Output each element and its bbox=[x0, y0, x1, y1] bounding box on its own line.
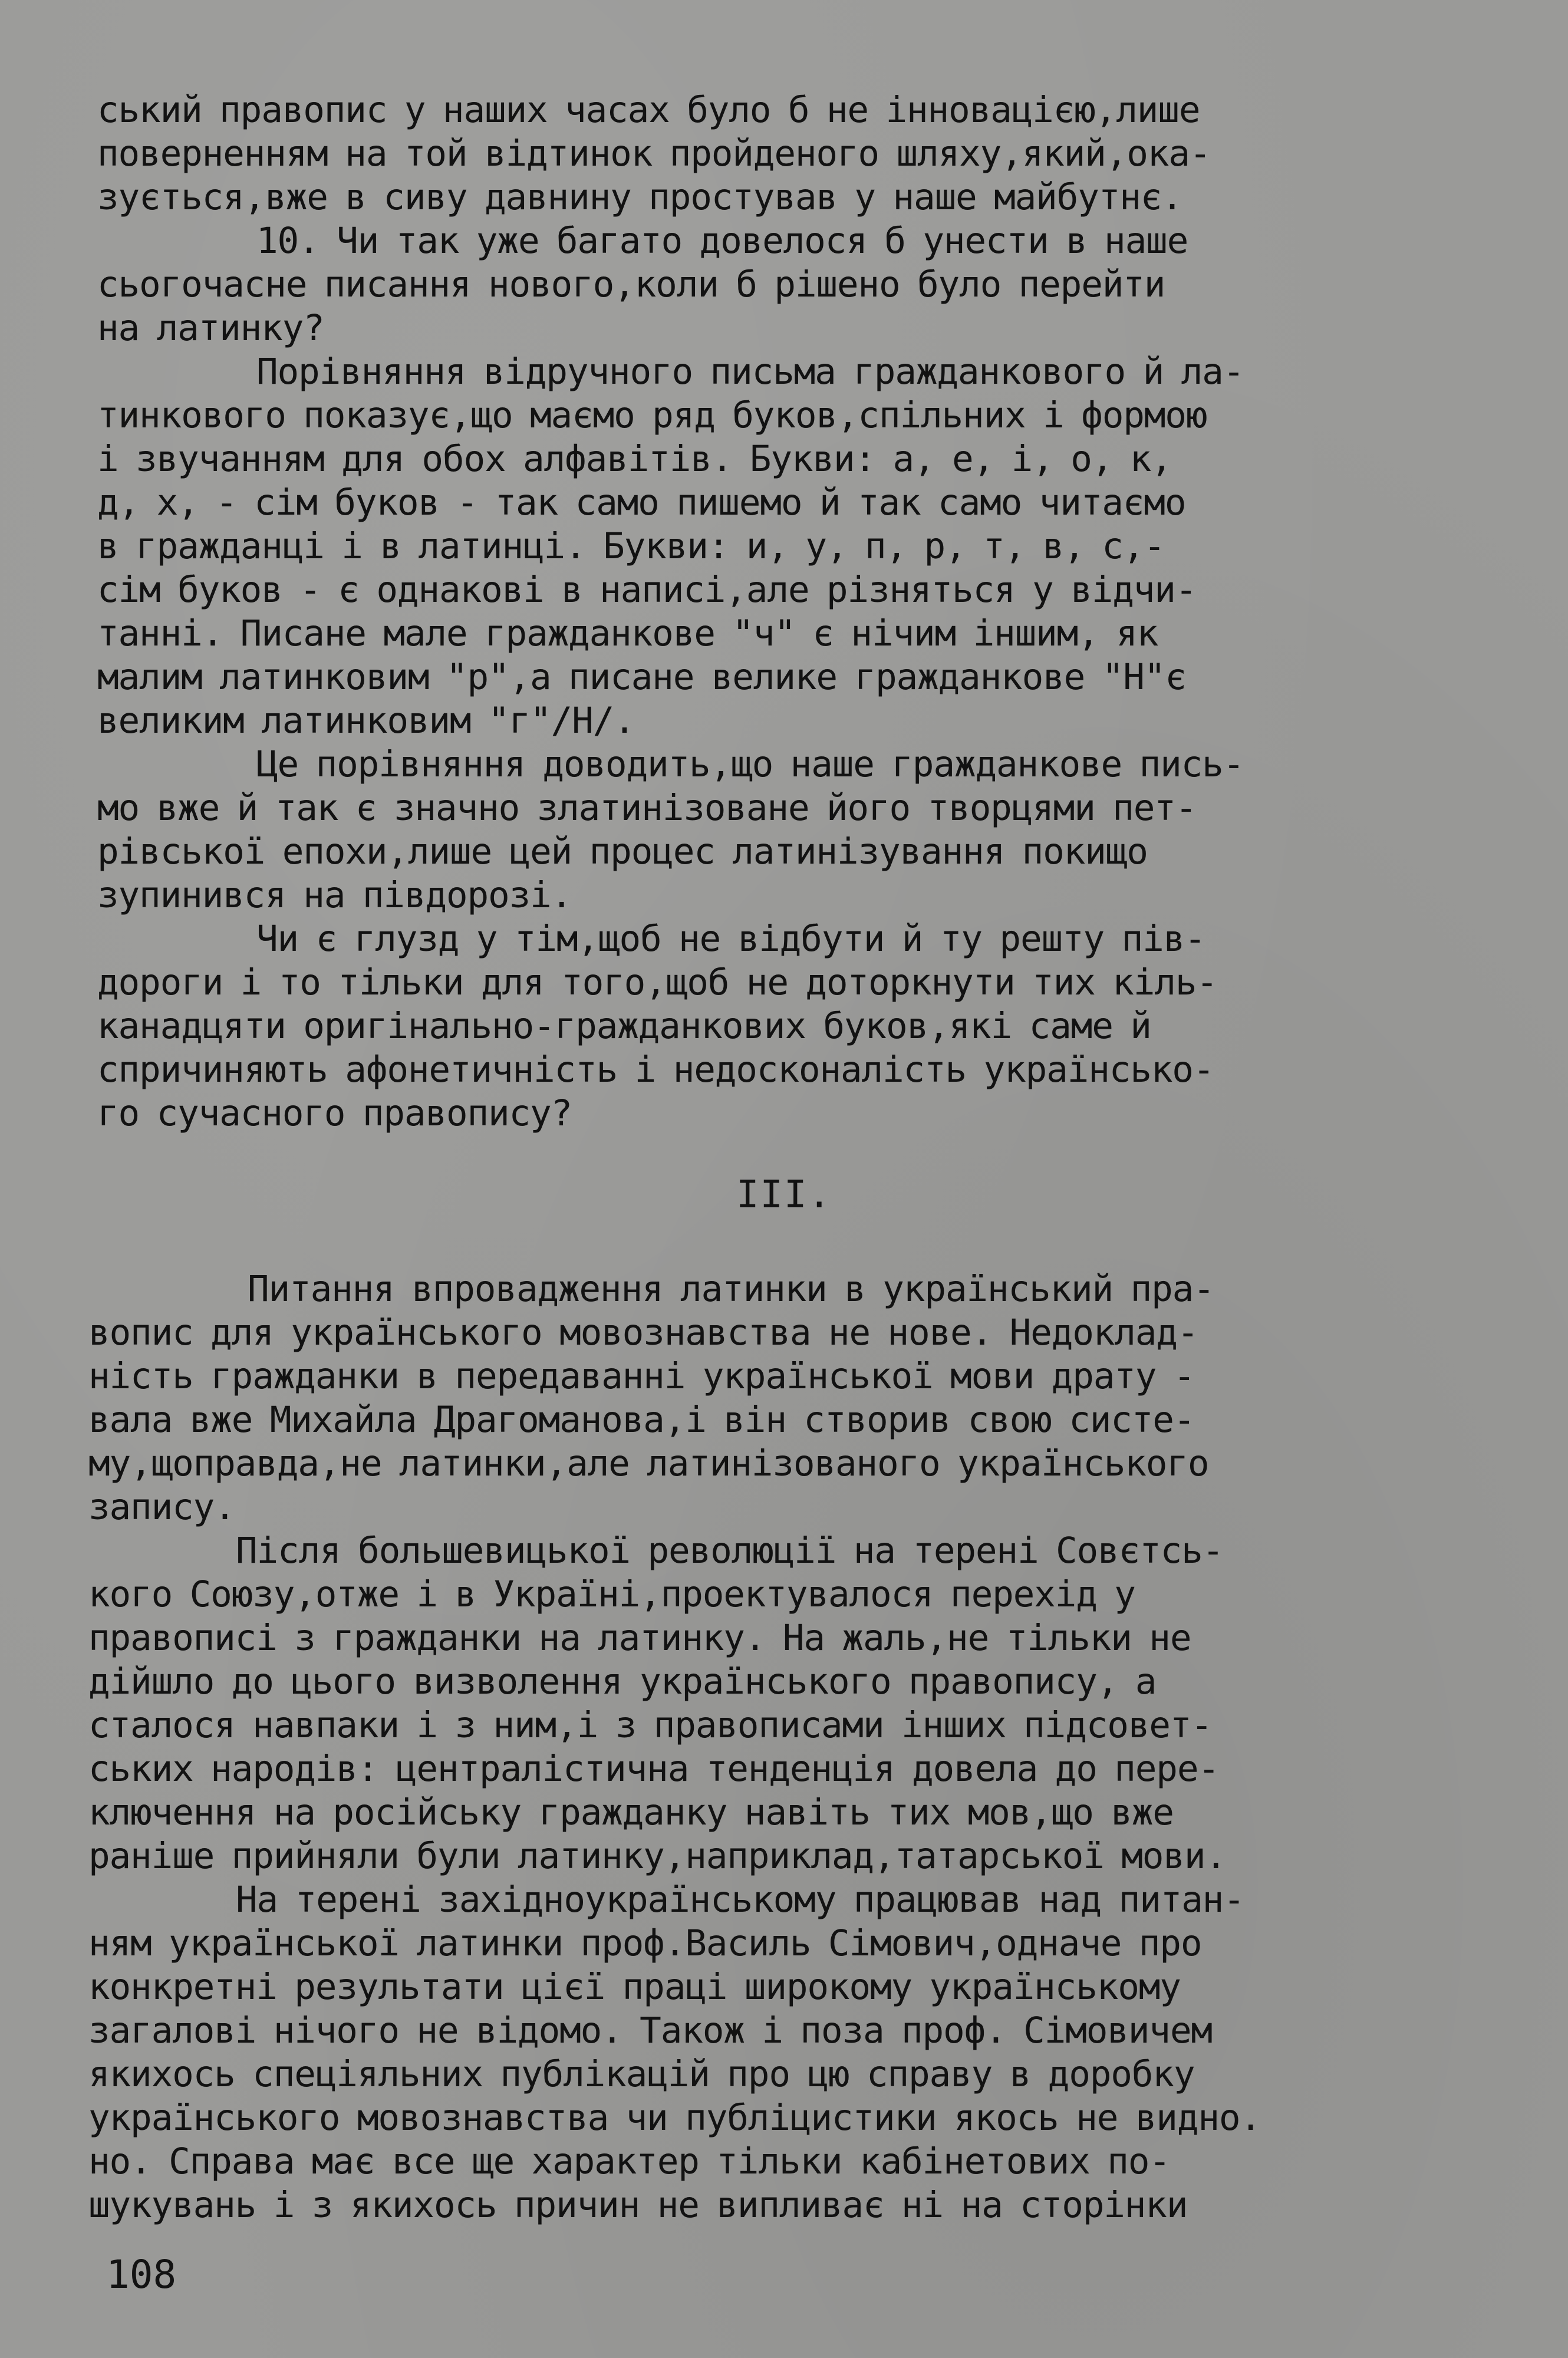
text-line: 10. Чи так уже багато довелося б унести в наше bbox=[256, 220, 1188, 262]
text-line: шукувань і з якихось причин не випливає ні на сторінки bbox=[88, 2184, 1188, 2226]
text-line: Це порівняння доводить,що наше гражданкове пись- bbox=[256, 743, 1244, 785]
section-heading: III. bbox=[736, 1173, 832, 1217]
text-line: великим латинковим "г"/Н/. bbox=[97, 700, 635, 742]
text-line: спричиняють афонетичність і недосконалість українсько- bbox=[97, 1049, 1214, 1091]
page-number: 108 bbox=[106, 2252, 177, 2297]
text-line: танні. Писане мале гражданкове "ч" є нічим іншим, як bbox=[97, 612, 1158, 654]
text-line: на латинку? bbox=[97, 307, 324, 349]
text-line: зується,вже в сиву давнину простував у наше майбутнє. bbox=[97, 176, 1182, 218]
text-line: загалові нічого не відомо. Також і поза проф. Сімовичем bbox=[88, 2010, 1212, 2051]
text-line: якихось спеціяльних публікацій про цю справу в доробку bbox=[88, 2053, 1195, 2095]
text-line: му,щоправда,не латинки,але латинізованого українського bbox=[88, 1443, 1209, 1484]
text-line: Питання впровадження латинки в український пра- bbox=[248, 1268, 1214, 1310]
text-line: ських народів: централістична тенденція довела до пере- bbox=[88, 1748, 1219, 1790]
text-line: мо вже й так є значно златинізоване його творцями пет- bbox=[97, 787, 1197, 829]
body-text-upper bbox=[97, 88, 1500, 1135]
text-line: запису. bbox=[88, 1486, 235, 1528]
text-line: кого Союзу,отже і в Україні,проектувалося перехід у bbox=[88, 1573, 1135, 1615]
text-line: ський правопис у наших часах було б не інновацією,лише bbox=[97, 89, 1200, 131]
text-line: но. Справа має все ще характер тільки кабінетових по- bbox=[88, 2140, 1170, 2182]
text-line: сьогочасне писання нового,коли б рішено було перейти bbox=[97, 264, 1165, 305]
text-line: ключення на російську гражданку навіть тих мов,що вже bbox=[88, 1791, 1174, 1833]
text-line: д, х, - сім буков - так само пишемо й так само читаємо bbox=[97, 482, 1186, 523]
text-line: поверненням на той відтинок пройденого шляху,який,ока- bbox=[97, 133, 1211, 174]
text-line: в гражданці і в латинці. Букви: и, у, п, р, т, в, с,- bbox=[97, 525, 1165, 567]
text-line: рівської епохи,лише цей процес латинізування покищо bbox=[97, 831, 1148, 872]
text-line: раніше прийняли були латинку,наприклад,татарської мови. bbox=[88, 1835, 1226, 1877]
text-line: Чи є глузд у тім,щоб не відбути й ту решту пів- bbox=[256, 918, 1205, 960]
text-line: Порівняння відручного письма гражданкового й ла- bbox=[256, 351, 1244, 393]
text-line: ність гражданки в передаванні української мови драту - bbox=[88, 1355, 1195, 1397]
text-line: сталося навпаки і з ним,і з правописами інших підсовет- bbox=[88, 1704, 1212, 1746]
text-line: вопис для українського мовознавства не нове. Недоклад- bbox=[88, 1312, 1198, 1353]
text-line: дійшло до цього визволення українського правопису, а bbox=[88, 1661, 1157, 1702]
text-line: дороги і то тільки для того,щоб не доторкнути тих кіль- bbox=[97, 961, 1217, 1003]
text-line: і звучанням для обох алфавітів. Букви: а, е, і, о, к, bbox=[97, 438, 1172, 480]
text-line: тинкового показує,що маємо ряд буков,спільних і формою bbox=[97, 394, 1207, 436]
body-text-lower bbox=[88, 1267, 1503, 2227]
text-line: На терені західноукраїнському працював над питан- bbox=[236, 1879, 1244, 1921]
text-line: канадцяти оригінально-гражданкових буков,які саме й bbox=[97, 1005, 1151, 1047]
text-line: сім буков - є однакові в написі,але різняться у відчи- bbox=[97, 569, 1197, 611]
text-line: конкретні результати цієї праці широкому українському bbox=[88, 1966, 1181, 2008]
text-line: малим латинковим "р",а писане велике гражданкове "Н"є bbox=[97, 656, 1186, 698]
text-line: го сучасного правопису? bbox=[97, 1092, 572, 1134]
text-line: зупинився на півдорозі. bbox=[97, 874, 572, 916]
text-line: правописі з гражданки на латинку. На жаль,не тільки не bbox=[88, 1617, 1191, 1659]
text-line: українського мовознавства чи публіцистики якось не видно. bbox=[88, 2097, 1261, 2139]
text-line: ням української латинки проф.Василь Сімович,одначе про bbox=[88, 1922, 1202, 1964]
text-line: Після большевицької революції на терені Совєтсь- bbox=[236, 1530, 1224, 1572]
text-line: вала вже Михайла Драгоманова,і він створив свою систе- bbox=[88, 1399, 1195, 1441]
